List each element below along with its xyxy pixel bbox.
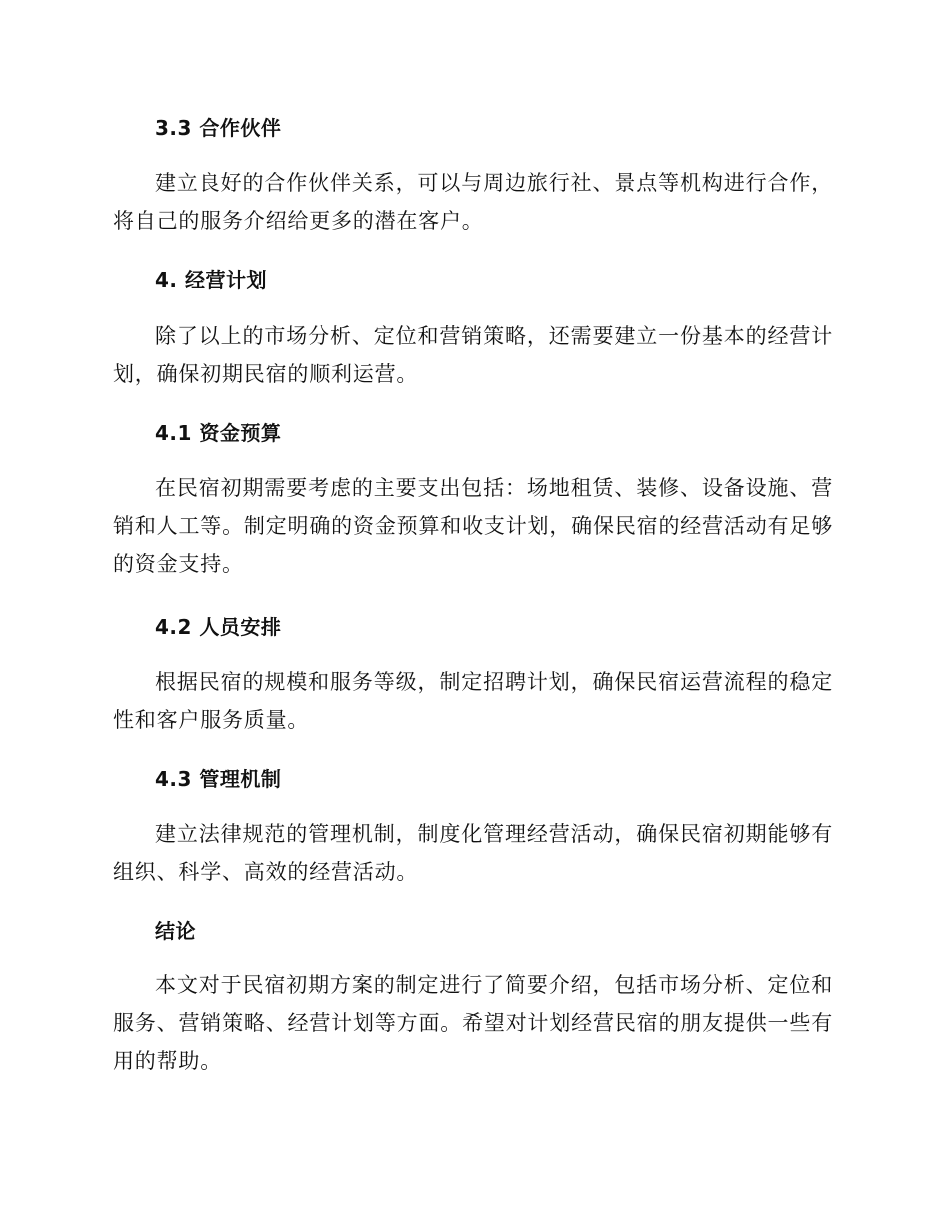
section-paragraph-conclusion: 本文对于民宿初期方案的制定进行了简要介绍，包括市场分析、定位和服务、营销策略、经营计划等方面。希望对计划经营民宿的朋友提供一些有用的帮助。 [113,973,833,1073]
section-paragraph-4-1: 在民宿初期需要考虑的主要支出包括：场地租赁、装修、设备设施、营销和人工等。制定明确的资金预算和收支计划，确保民宿的经营活动有足够的资金支持。 [113,476,833,576]
section-heading-4: 4. 经营计划 [155,268,267,292]
section-paragraph-3-3: 建立良好的合作伙伴关系，可以与周边旅行社、景点等机构进行合作，将自己的服务介绍给更多的潜在客户。 [113,171,833,233]
section-heading-4-1: 4.1 资金预算 [155,421,282,445]
section-heading-4-3: 4.3 管理机制 [155,767,282,791]
section-heading-3-3: 3.3 合作伙伴 [155,116,282,140]
section-heading-4-2: 4.2 人员安排 [155,615,282,639]
section-paragraph-4-3: 建立法律规范的管理机制，制度化管理经营活动，确保民宿初期能够有组织、科学、高效的经营活动。 [113,822,833,884]
section-paragraph-4-2: 根据民宿的规模和服务等级，制定招聘计划，确保民宿运营流程的稳定性和客户服务质量。 [113,670,833,732]
section-paragraph-4: 除了以上的市场分析、定位和营销策略，还需要建立一份基本的经营计划，确保初期民宿的顺利运营。 [113,324,833,386]
section-heading-conclusion: 结论 [155,919,196,943]
